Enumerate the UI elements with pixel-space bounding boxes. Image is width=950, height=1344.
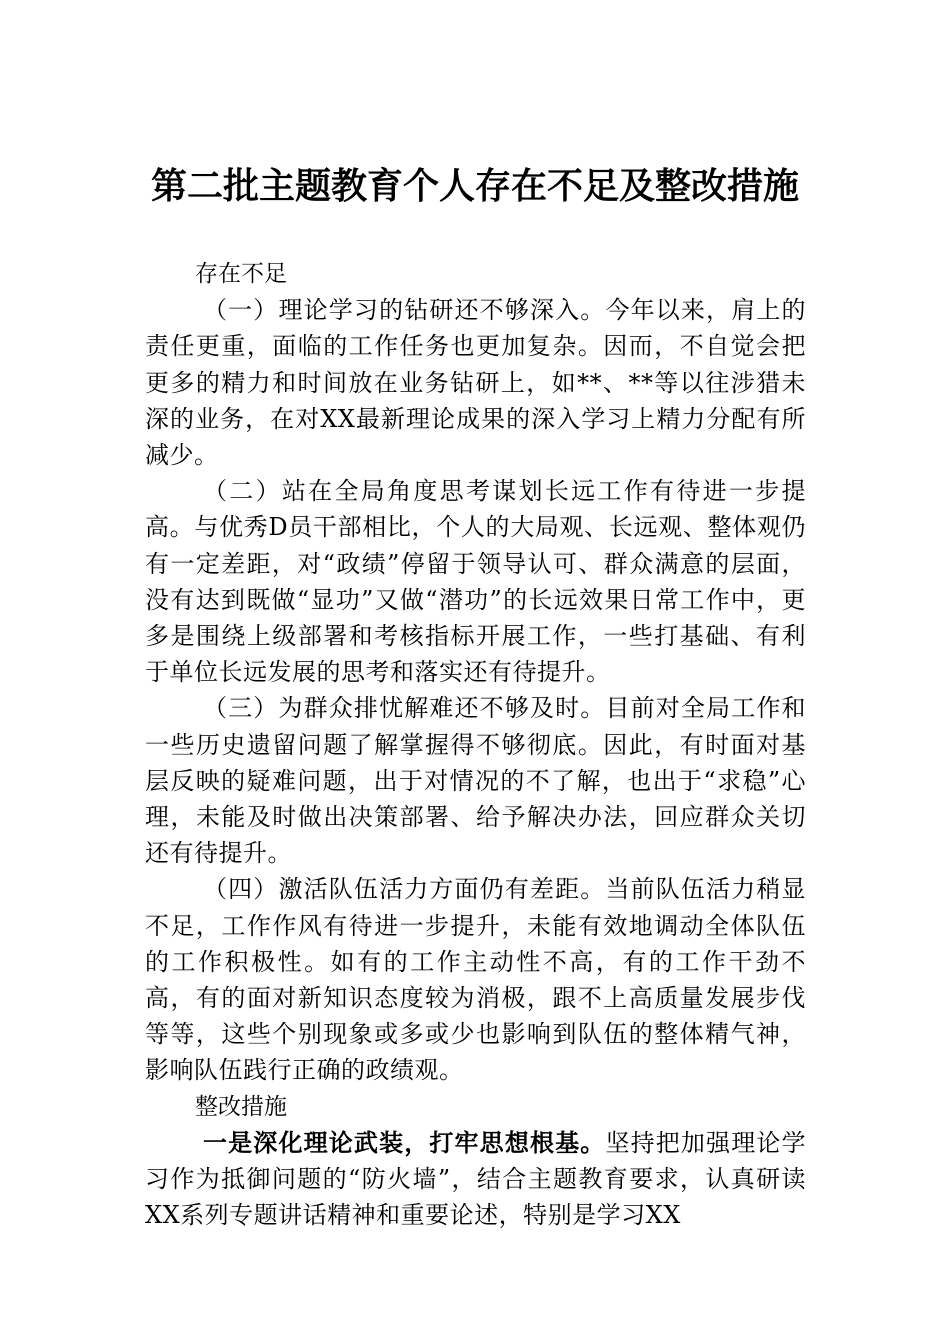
section-heading-measures: 整改措施	[195, 1093, 287, 1120]
paragraph-lead: （一）理论学习的钻研还不够深入。	[203, 296, 606, 325]
paragraph-text: 坚持把加强理论学习作为抵御问题的“防火墙”，结合主题教育要求，认真研读XX系列专题讲话精神和重要论述，特别是学习XX	[145, 1128, 807, 1230]
paragraph-shortcoming-2	[145, 473, 806, 690]
paragraph-shortcoming-4	[145, 871, 806, 1088]
paragraph-text: 今年以来，肩上的责任更重，面临的工作任务也更加复杂。因而，不自觉会把更多的精力和时间放在业务钻研上，如**、**等以往涉猎未深的业务，在对XX最新理论成果的深入学习上精力分配有所减少。	[145, 296, 807, 470]
paragraph-lead: 一是深化理论武装，打牢思想根基。	[203, 1127, 606, 1157]
paragraph-lead: （二）站在全局角度思考谋划长远工作有待进一步提高。	[145, 477, 806, 542]
paragraph-shortcoming-1	[145, 292, 806, 473]
paragraph-shortcoming-3	[145, 690, 806, 871]
section-heading-shortcomings: 存在不足	[195, 261, 287, 287]
paragraph-text: 与优秀D员干部相比，个人的大局观、长远观、整体观仍有一定差距，对“政绩”停留于领导认可、群众满意的层面，没有达到既做“显功”又做“潜功”的长远效果日常工作中，更多是围绕上级部署和考核指标开展工作，一些打基础、有利于单位长远发展的思考和落实还有待提升。	[145, 513, 806, 687]
paragraph-text: 当前队伍活力稍显不足，工作作风有待进一步提升，未能有效地调动全体队伍的工作积极性。如有的工作主动性不高，有的工作干劲不高，有的面对新知识态度较为消极，跟不上高质量发展步伐等等，这些个别现象或多或少也影响到队伍的整体精气神，影响队伍践行正确的政绩观。	[145, 875, 807, 1085]
paragraph-text: 目前对全局工作和一些历史遗留问题了解掌握得不够彻底。因此，有时面对基层反映的疑难问题，出于对情况的不了解，也出于“求稳”心理，未能及时做出决策部署、给予解决办法，回应群众关切还有待提升。	[145, 694, 807, 868]
paragraph-lead: （四）激活队伍活力方面仍有差距。	[203, 875, 606, 904]
paragraph-lead: （三）为群众排忧解难还不够及时。	[203, 694, 606, 723]
document-title: 第二批主题教育个人存在不足及整改措施	[150, 165, 799, 207]
document-body	[145, 256, 806, 1233]
paragraph-measure-1	[145, 1125, 806, 1234]
